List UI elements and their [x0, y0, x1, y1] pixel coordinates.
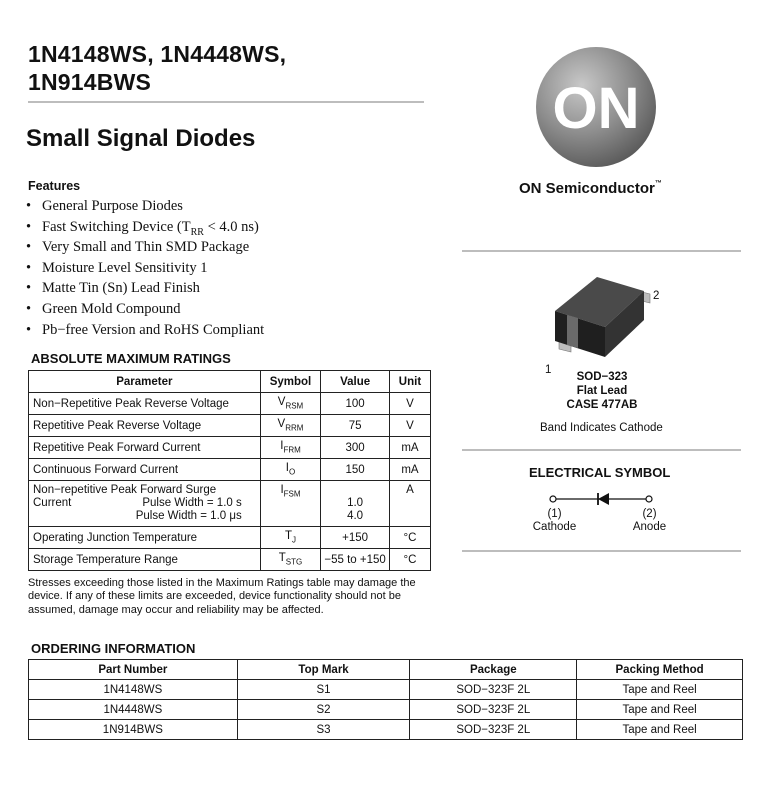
col-header: Value: [321, 371, 390, 393]
right-rule-1: [462, 250, 741, 252]
band-note: Band Indicates Cathode: [540, 422, 663, 434]
col-header: Top Mark: [237, 660, 410, 680]
title-rule: [28, 101, 424, 103]
feature-item: • Pb−free Version and RoHS Compliant: [26, 321, 265, 338]
title-line-2: 1N914BWS: [28, 69, 152, 95]
table-row: Repetitive Peak Forward Current $I_{FRM}$ 300 mA: [29, 437, 431, 459]
logo-text: ON: [552, 76, 640, 141]
col-header: Symbol: [260, 371, 321, 393]
anode-label: (2) Anode: [632, 508, 667, 533]
col-header: Part Number: [29, 660, 238, 680]
col-header: Unit: [389, 371, 430, 393]
company-name: ON Semiconductor™: [519, 180, 662, 197]
feature-item: • Fast Switching Device ($T_{RR} < 4.0$ ns): [26, 218, 259, 238]
table-row: Repetitive Peak Reverse Voltage $V_{RRM}$ 75 V: [29, 415, 431, 437]
pin-2-label: 2: [653, 290, 660, 302]
diode-symbol: [545, 491, 660, 507]
diode-icon: [545, 491, 660, 507]
sod323-package-icon: [545, 265, 675, 365]
table-header-row: [29, 371, 431, 393]
cathode-label: (1) Cathode: [532, 508, 577, 533]
table-row: Non−Repetitive Peak Reverse Voltage $V_{RSM}$ 100 V: [29, 393, 431, 415]
ordering-heading: ORDERING INFORMATION: [31, 641, 196, 656]
electrical-heading: ELECTRICAL SYMBOL: [529, 465, 671, 480]
pin-1-label: 1: [545, 364, 552, 376]
table-row: Operating Junction Temperature $T_J$ +150 °C: [29, 527, 431, 549]
table-row: Continuous Forward Current $I_O$ 150 mA: [29, 459, 431, 481]
feature-item: • Very Small and Thin SMD Package: [26, 239, 250, 256]
feature-item: • General Purpose Diodes: [26, 198, 183, 214]
ratings-table: [28, 370, 431, 571]
feature-item: • Green Mold Compound: [26, 300, 181, 317]
right-rule-3: [462, 550, 741, 552]
col-header: Parameter: [29, 371, 261, 393]
package-caption: SOD−323 Flat Lead CASE 477AB: [566, 371, 638, 411]
features-heading: Features: [28, 179, 81, 193]
col-header: Package: [410, 660, 577, 680]
page-subtitle: Small Signal Diodes: [26, 125, 256, 152]
feature-item: • Moisture Level Sensitivity 1: [26, 259, 208, 276]
table-row: 1N4448WS S2 SOD−323F 2L Tape and Reel: [29, 700, 743, 720]
table-header-row: [29, 660, 743, 680]
on-logo: [532, 43, 660, 171]
ratings-heading: ABSOLUTE MAXIMUM RATINGS: [31, 351, 231, 366]
on-logo-icon: [532, 43, 660, 171]
table-row: 1N914BWS S3 SOD−323F 2L Tape and Reel: [29, 720, 743, 740]
page-title: [28, 40, 286, 96]
stress-note: Stresses exceeding those listed in the Maximum Ratings table may damage the device. If any of these limits are exceeded, device functionality should not be assumed, damage may occur and reliability may be affected.: [28, 577, 416, 616]
table-row: Non−repetitive Peak Forward Surge Current Pulse Width = 1.0 s Pulse Width = 1.0 μs $I_{FSM}$ 1.0 4.0 A: [29, 481, 431, 527]
right-rule-2: [462, 449, 741, 451]
package-drawing: [545, 265, 675, 365]
title-line-1: 1N4148WS, 1N4448WS,: [28, 41, 287, 67]
ordering-table: [28, 659, 743, 740]
features-list: [26, 196, 264, 340]
table-row: Storage Temperature Range $T_{STG}$ −55 to +150 °C: [29, 549, 431, 571]
table-row: 1N4148WS S1 SOD−323F 2L Tape and Reel: [29, 680, 743, 700]
feature-item: • Matte Tin (Sn) Lead Finish: [26, 280, 200, 297]
col-header: Packing Method: [577, 660, 743, 680]
